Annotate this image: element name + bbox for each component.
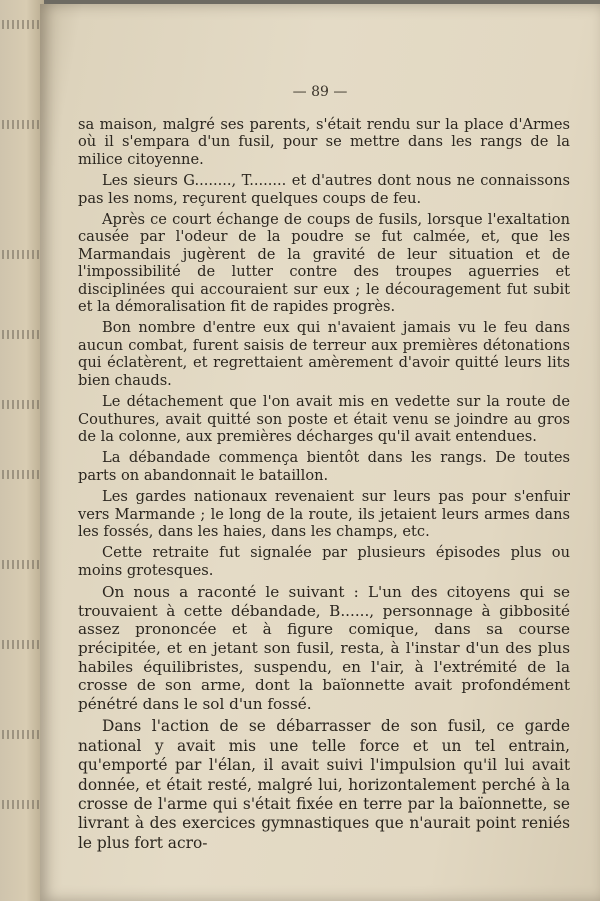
page-body — [78, 116, 570, 857]
paragraph: La débandade commença bientôt dans les rangs. De toutes parts on abandonnait le bataillon. — [78, 449, 570, 484]
left-page-edge — [0, 0, 44, 901]
paragraph: Après ce court échange de coups de fusils, lorsque l'exaltation causée par l'odeur de la poudre se fut calmée, et, que les Marmandais jugèrent de la gravité de leur situation et de l'impossibilité de lutter contre des troupes aguerries et disciplinées qui accouraient sur eux ; le découragement fut subit et la démoralisation fit de rapides progrès. — [78, 211, 570, 316]
paragraph: On nous a raconté le suivant : L'un des citoyens qui se trouvaient à cette débandade, B......, personnage à gibbosité assez prononcée et à figure comique, dans sa course précipitée, et en jetant son fusil, resta, à l'instar d'un des plus habiles équilibristes, suspendu, en l'air, à l'extrémité de la crosse de son arme, dont la baïonnette avait profondément pénétré dans le sol d'un fossé. — [78, 583, 570, 713]
paragraph: Dans l'action de se débarrasser de son fusil, ce garde national y avait mis une telle force et un tel entrain, qu'emporté par l'élan, il avait suivi l'impulsion qu'il lui avait donnée, et était resté, malgré lui, horizontalement perché à la crosse de l'arme qui s'était fixée en terre par la baïonnette, se livrant à des exercices gymnastiques que n'aurait point reniés le plus fort acro- — [78, 717, 570, 852]
page-number: — 89 — — [292, 84, 348, 100]
book-page — [40, 4, 600, 901]
paragraph: Le détachement que l'on avait mis en vedette sur la route de Couthures, avait quitté son poste et était venu se joindre au gros de la colonne, aux premières décharges qu'il avait entendues. — [78, 393, 570, 445]
paragraph: Cette retraite fut signalée par plusieurs épisodes plus ou moins grotesques. — [78, 544, 570, 579]
paragraph: Les sieurs G........, T........ et d'autres dont nous ne connaissons pas les noms, reçurent quelques coups de feu. — [78, 172, 570, 207]
paragraph: sa maison, malgré ses parents, s'était rendu sur la place d'Armes où il s'empara d'un fusil, pour se mettre dans les rangs de la milice citoyenne. — [78, 116, 570, 168]
paragraph: Bon nombre d'entre eux qui n'avaient jamais vu le feu dans aucun combat, furent saisis de terreur aux premières détonations qui éclatèrent, et regrettaient amèrement d'avoir quitté leurs lits bien chauds. — [78, 319, 570, 389]
paragraph: Les gardes nationaux revenaient sur leurs pas pour s'enfuir vers Marmande ; le long de la route, ils jetaient leurs armes dans les fossés, dans les haies, dans les champs, etc. — [78, 488, 570, 540]
